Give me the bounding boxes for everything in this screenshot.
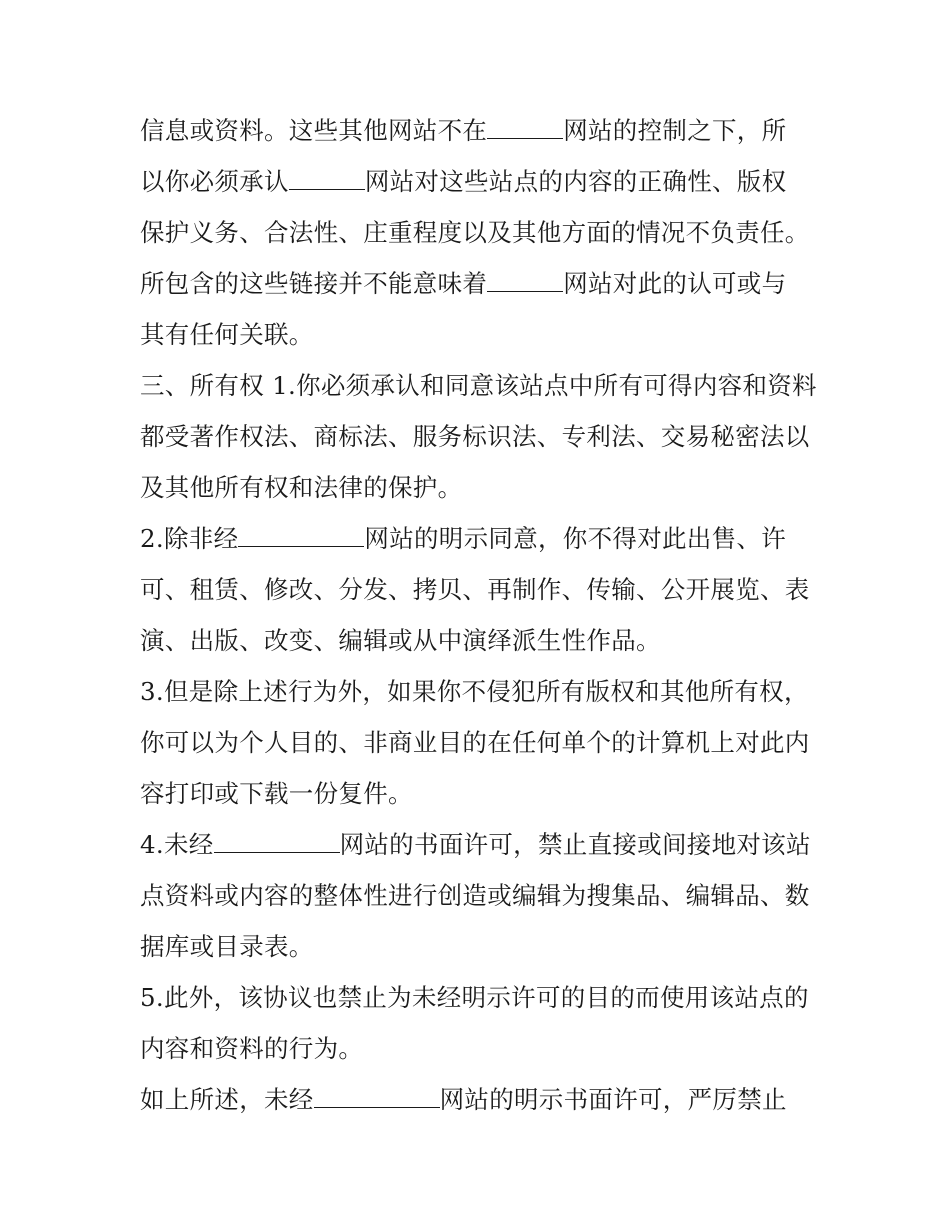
text-line-1 (140, 105, 820, 156)
blank-underline (238, 523, 364, 547)
text-segment: 如上所述，未经 (140, 1085, 314, 1114)
text-segment: 网站对这些站点的内容的正确性、版权 (364, 167, 787, 196)
text-line-7 (140, 411, 820, 462)
text-segment: 网站的明示书面许可，严厉禁止 (439, 1085, 787, 1114)
text-segment: 网站的控制之下，所 (563, 116, 787, 145)
text-segment: 及其他所有权和法律的保护。 (140, 473, 463, 502)
text-segment: 你可以为个人目的、非商业目的在任何单个的计算机上对此内 (140, 728, 810, 757)
text-segment: 网站的明示同意，你不得对此出售、许 (364, 524, 786, 553)
text-line-12 (140, 666, 820, 717)
text-segment: 都受著作权法、商标法、服务标识法、专利法、交易秘密法以 (140, 422, 810, 451)
text-line-13 (140, 717, 820, 768)
text-segment: 可、租赁、修改、分发、拷贝、再制作、传输、公开展览、表 (140, 575, 810, 604)
text-segment: 三、所有权 1.你必须承认和同意该站点中所有可得内容和资料 (140, 371, 817, 400)
text-line-2 (140, 156, 820, 207)
text-line-6 (140, 360, 820, 411)
blank-underline (314, 1084, 440, 1108)
text-segment: 2.除非经 (140, 524, 239, 553)
blank-underline (214, 829, 340, 853)
text-line-15 (140, 819, 820, 870)
text-line-18 (140, 972, 820, 1023)
text-line-10 (140, 564, 820, 615)
text-segment: 3.但是除上述行为外，如果你不侵犯所有版权和其他所有权， (140, 677, 809, 706)
text-segment: 保护义务、合法性、庄重程度以及其他方面的情况不负责任。 (140, 218, 810, 247)
text-segment: 据库或目录表。 (140, 932, 314, 961)
text-segment: 所包含的这些链接并不能意味着 (140, 269, 488, 298)
document-body (140, 105, 820, 1125)
text-segment: 以你必须承认 (140, 167, 289, 196)
text-line-3 (140, 207, 820, 258)
text-line-9 (140, 513, 820, 564)
text-line-20 (140, 1074, 820, 1125)
text-segment: 演、出版、改变、编辑或从中演绎派生性作品。 (140, 626, 661, 655)
text-segment: 4.未经 (140, 830, 214, 859)
blank-underline (487, 115, 563, 139)
text-line-4 (140, 258, 820, 309)
text-line-16 (140, 870, 820, 921)
text-line-19 (140, 1023, 820, 1074)
text-segment: 其有任何关联。 (140, 320, 314, 349)
text-segment: 内容和资料的行为。 (140, 1034, 364, 1063)
text-segment: 5.此外，该协议也禁止为未经明示许可的目的而使用该站点的 (140, 983, 809, 1012)
text-line-11 (140, 615, 820, 666)
text-segment: 网站对此的认可或与 (563, 269, 787, 298)
text-line-17 (140, 921, 820, 972)
text-segment: 点资料或内容的整体性进行创造或编辑为搜集品、编辑品、数 (140, 881, 810, 910)
text-line-14 (140, 768, 820, 819)
text-line-8 (140, 462, 820, 513)
blank-underline (289, 166, 365, 190)
text-segment: 信息或资料。这些其他网站不在 (140, 116, 488, 145)
text-segment: 网站的书面许可，禁止直接或间接地对该站 (339, 830, 811, 859)
text-line-5 (140, 309, 820, 360)
blank-underline (487, 268, 563, 292)
text-segment: 容打印或下载一份复件。 (140, 779, 413, 808)
